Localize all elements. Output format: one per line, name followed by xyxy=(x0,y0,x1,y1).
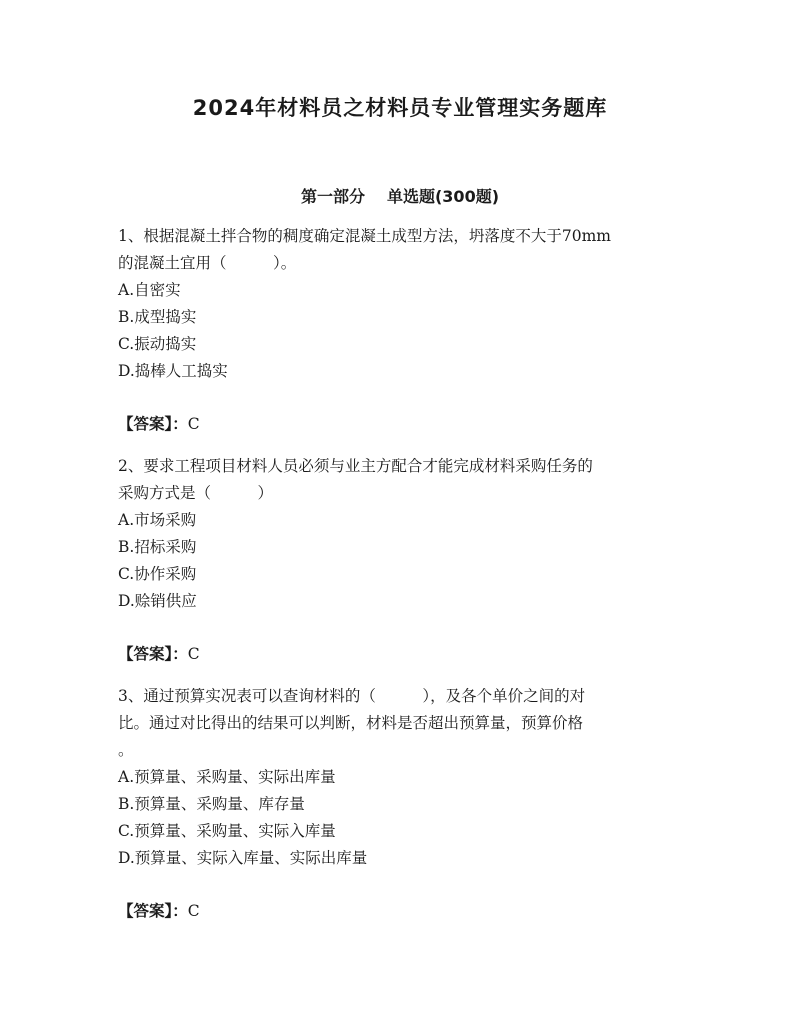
option-b: B.招标采购 xyxy=(118,538,197,556)
question-stem xyxy=(118,683,688,764)
stem-line: 3、通过预算实况表可以查询材料的（ ），及各个单价之间的对 xyxy=(118,687,586,705)
option-d: D.捣棒人工捣实 xyxy=(118,362,228,380)
option-c: C.协作采购 xyxy=(118,565,197,583)
option-a: A.预算量、采购量、实际出库量 xyxy=(118,768,336,786)
option-list xyxy=(118,277,688,385)
stem-line: 的混凝土宜用（ ）。 xyxy=(118,254,297,272)
stem-line: 1、根据混凝土拌合物的稠度确定混凝土成型方法，坍落度不大于70mm xyxy=(118,227,611,245)
question-1 xyxy=(118,223,688,438)
answer-value: C xyxy=(187,902,200,920)
stem-line: 2、要求工程项目材料人员必须与业主方配合才能完成材料采购任务的 xyxy=(118,457,593,475)
section-name: 单选题(300题) xyxy=(386,187,500,206)
stem-line: 采购方式是（ ） xyxy=(118,484,274,502)
answer-line xyxy=(118,898,688,925)
option-c: C.预算量、采购量、实际入库量 xyxy=(118,822,336,840)
answer-label: 【答案】： xyxy=(118,645,188,663)
option-b: B.预算量、采购量、库存量 xyxy=(118,795,305,813)
answer-line xyxy=(118,641,688,668)
option-list xyxy=(118,507,688,615)
section-part: 第一部分 xyxy=(300,187,365,206)
question-stem xyxy=(118,453,688,507)
option-c: C.振动捣实 xyxy=(118,335,197,353)
answer-value: C xyxy=(187,645,200,663)
option-a: A.自密实 xyxy=(118,281,181,299)
stem-line: 比。通过对比得出的结果可以判断，材料是否超出预算量，预算价格 xyxy=(118,714,584,732)
option-d: D.预算量、实际入库量、实际出库量 xyxy=(118,849,368,867)
answer-line xyxy=(118,411,688,438)
option-d: D.赊销供应 xyxy=(118,592,197,610)
option-b: B.成型捣实 xyxy=(118,308,197,326)
answer-label: 【答案】： xyxy=(118,415,188,433)
document-title: 2024年材料员之材料员专业管理实务题库 xyxy=(192,96,608,120)
question-2 xyxy=(118,453,688,668)
answer-label: 【答案】： xyxy=(118,902,188,920)
stem-line: 。 xyxy=(118,741,134,759)
option-list xyxy=(118,764,688,872)
option-a: A.市场采购 xyxy=(118,511,197,529)
section-heading xyxy=(0,184,800,207)
answer-value: C xyxy=(187,415,200,433)
question-3 xyxy=(118,683,688,925)
question-stem xyxy=(118,223,688,277)
